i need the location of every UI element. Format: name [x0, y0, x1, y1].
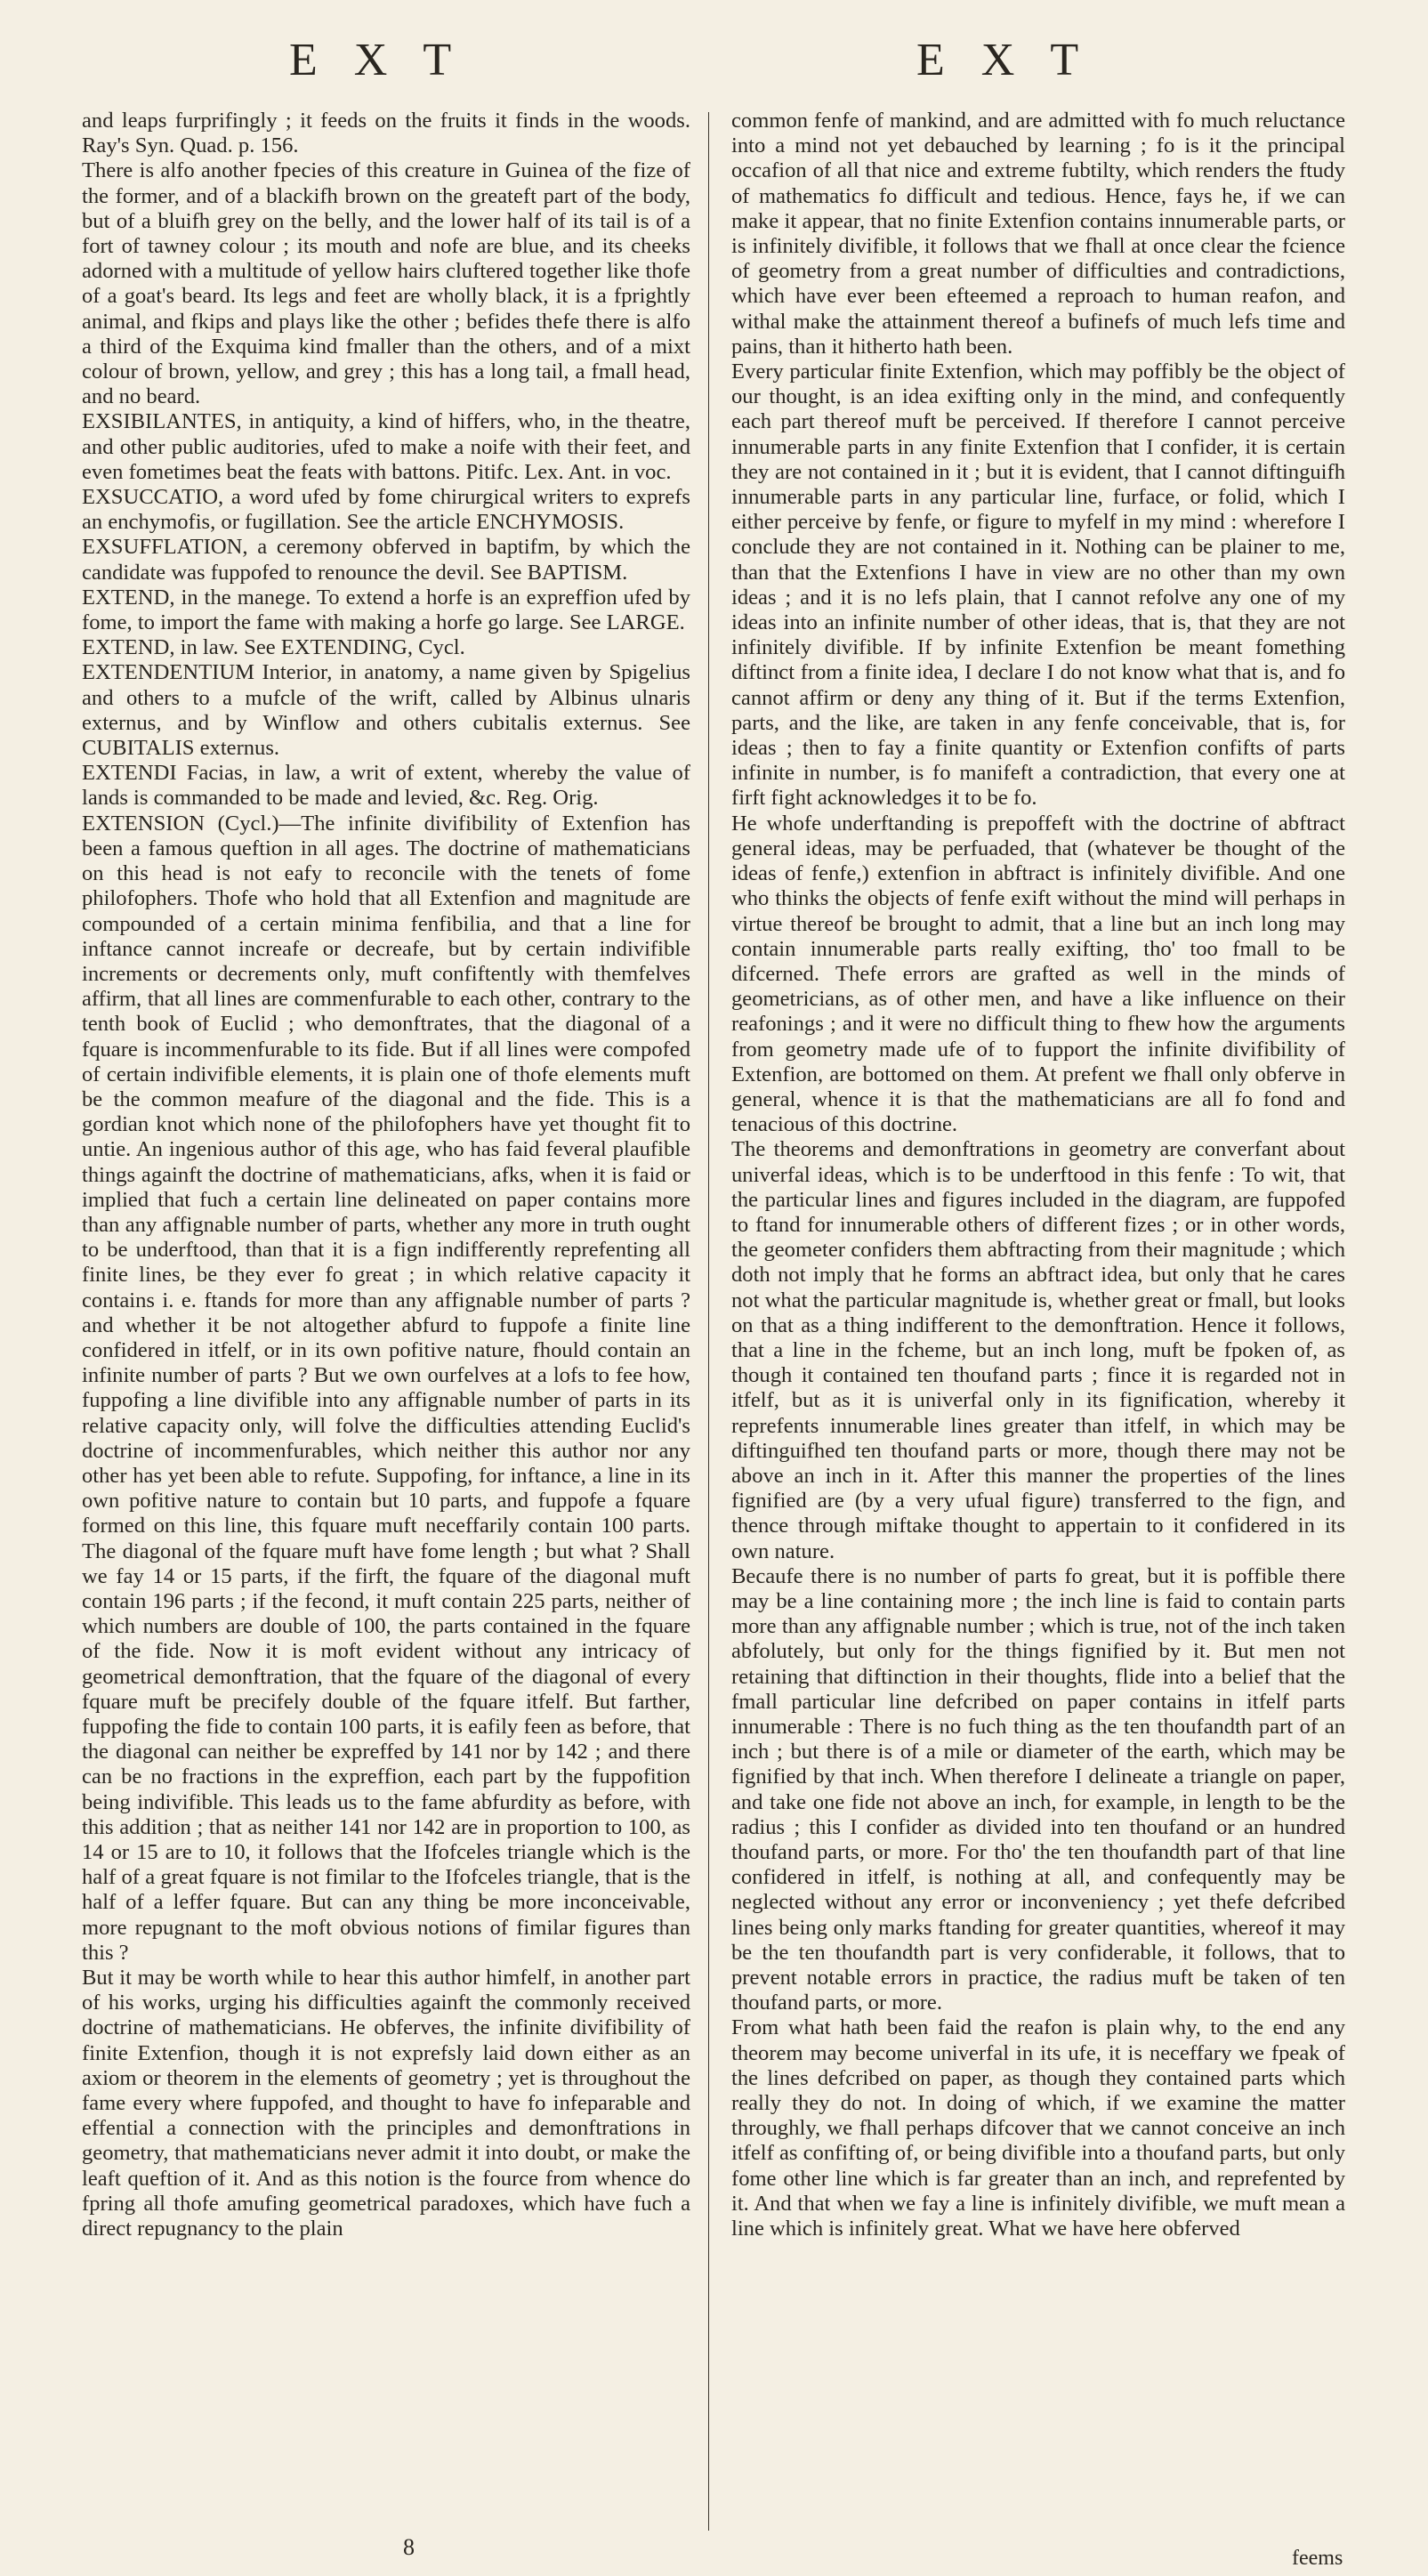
entry-extendentium: EXTENDENTIUM Interior, in anatomy, a name given by Spigelius and others to a mufcle of the wrift, called by Albinus ulnaris externus, and by Winflow and others cubitalis externus. See CUBITALIS externus.: [82, 660, 690, 761]
entry-extendi-facias: EXTENDI Facias, in law, a writ of extent, whereby the value of lands is commanded to be made and levied, &c. Reg. Orig.: [82, 761, 690, 811]
paragraph-because: Becaufe there is no number of parts fo great, but it is poffible there may be a line containing more ; the inch line is faid to contain parts more than any affignable number ; which is true, not of the inch taken abfolutely, but only for the things fignified by it. But men not retaining that diftinction in their thoughts, flide into a belief that the fmall particular line defcribed on paper contains in itfelf parts innumerable : There is no fuch thing as the ten thoufandth part of an inch ; but there is of a mile or diameter of the earth, which may be fignified by that inch. When therefore I delineate a triangle on paper, and take one fide not above an inch, for example, in length to be the radius ; this I confider as divided into ten thoufand or an hundred thoufand parts, or more. For tho' the ten thoufandth part of that line confidered in itfelf, is nothing at all, and confequently may be neglected without any error or inconveniency ; yet thefe defcribed lines being only marks ftanding for greater quantities, whereof it may be the ten thoufandth part is very confiderable, it follows, that to prevent notable errors in practice, the radius muft be taken of ten thoufand parts, or more.: [731, 1563, 1345, 2015]
entry-exsibilantes: EXSIBILANTES, in antiquity, a kind of hiffers, who, in the theatre, and other public auditories, ufed to make a noife with their feet, and even fometimes beat the feats with battons. Pitifc. Lex. Ant. in voc.: [82, 409, 690, 484]
paragraph-monkey-continued: and leaps furprifingly ; it feeds on the fruits it finds in the woods. Ray's Syn. Quad. p. 156.: [82, 109, 690, 158]
paragraph-extension-author: But it may be worth while to hear this author himfelf, in another part of his works, urging his difficulties againft the commonly received doctrine of mathematicians. He obferves, the infinite divifibility of finite Extenfion, though it is not exprefsly laid down either as an axiom or theorem in the elements of geometry ; yet is throughout the fame every where fuppofed, and thought to have fo infeparable and effential a connection with the principles and demonftrations in geometry, that mathematicians never admit it into doubt, or make the leaft queftion of it. And as this notion is the fource from whence do fpring all thofe amufing geometrical paradoxes, which have fuch a direct repugnancy to the plain: [82, 1966, 690, 2241]
running-head-left: E X T: [289, 35, 464, 85]
entry-extend-law: EXTEND, in law. See EXTENDING, Cycl.: [82, 635, 465, 660]
page-number: 8: [403, 2534, 415, 2560]
entry-exsufflation: EXSUFFLATION, a ceremony obferved in baptifm, by which the candidate was fuppofed to renounce the devil. See BAPTISM.: [82, 535, 690, 585]
entry-extend-manege: EXTEND, in the manege. To extend a horfe is an expreffion ufed by fome, to import the fame with making a horfe go large. See LARGE.: [82, 585, 690, 635]
paragraph-guinea-species: There is alfo another fpecies of this creature in Guinea of the fize of the former, and of a blackifh brown on the greateft part of the body, but of a bluifh grey on the belly, and the lower half of its tail is of a fort of tawney colour ; its mouth and nofe are blue, and its cheeks adorned with a multitude of yellow hairs cluftered together like thofe of a goat's beard. Its legs and feet are wholly black, it is a fprightly animal, and fkips and plays like the other ; befides thefe there is alfo a third of the Exquima kind fmaller than the others, and of a mixt colour of brown, yellow, and grey ; this has a long tail, a fmall head, and no beard.: [82, 158, 690, 409]
left-column: [82, 109, 690, 2241]
paragraph-theorems: The theorems and demonftrations in geometry are converfant about univerfal ideas, which is to be underftood in this fenfe : To wit, that the particular lines and figures included in the diagram, are fuppofed to ftand for innumerable others of different fizes ; or in other words, the geometer confiders them abftracting from their magnitude ; which doth not imply that he forms an abftract idea, but only that he cares not what the particular magnitude is, whether great or fmall, but looks on that as a thing indifferent to the demonftration. Hence it follows, that a line in the fcheme, but an inch long, muft be fpoken of, as though it contained ten thoufand parts ; fince it is regarded not in itfelf, but as it is univerfal only in its fignification, whereby it reprefents innumerable lines greater than itfelf, in which may be diftinguifhed ten thoufand parts or more, though there may not be above an inch in it. After this manner the properties of the lines fignified are (by a very ufual figure) transferred to the fign, and thence through miftake thought to appertain to it confidered in its own nature.: [731, 1137, 1345, 1563]
paragraph-abstract-ideas: He whofe underftanding is prepoffeft with the doctrine of abftract general ideas, may be perfuaded, that (whatever be thought of the ideas of fenfe,) extenfion in abftract is infinitely divifible. And one who thinks the objects of fenfe exift without the mind will perhaps in virtue thereof be brought to admit, that a line but an inch long may contain innumerable parts really exifting, tho' too fmall to be difcerned. Thefe errors are grafted as well in the minds of geometricians, as of other men, and have a like influence on their reafonings ; and it were no difficult thing to fhew how the arguments from geometry made ufe of to fupport the infinite divifibility of Extenfion, are bottomed on them. At prefent we fhall only obferve in general, whence it is that the mathematicians are all fo fond and tenacious of this doctrine.: [731, 811, 1345, 1137]
running-head-right: E X T: [916, 35, 1092, 85]
column-divider: [708, 112, 709, 2531]
paragraph-common-sense: common fenfe of mankind, and are admitted with fo much reluctance into a mind not yet debauched by learning ; fo is it the principal occafion of all that nice and extreme fubtilty, which renders the ftudy of mathematics fo difficult and tedious. Hence, fays he, if we can make it appear, that no finite Extenfion contains innumerable parts, or is infinitely divifible, it follows that we fhall at once clear the fcience of geometry from a great number of difficulties and contradictions, which have ever been efteemed a reproach to human reafon, and withal make the attainment thereof a bufinefs of much lefs time and pains, than it hitherto hath been.: [731, 109, 1345, 359]
entry-extension: EXTENSION (Cycl.)—The infinite divifibility of Extenfion has been a famous queftion in all ages. The doctrine of mathematicians on this head is not eafy to reconcile with the tenets of fome philofophers. Thofe who hold that all Extenfion and magnitude are compounded of a certain minima fenfibilia, and that a line for inftance cannot increafe or decreafe, but by certain indivifible increments or decrements only, muft confiftently with themfelves affirm, that all lines are commenfurable to each other, contrary to the tenth book of Euclid ; who demonftrates, that the diagonal of a fquare is incommenfurable to its fide. But if all lines were compofed of certain indivifible elements, it is plain one of thofe elements muft be the common meafure of the diagonal and the fide. This is a gordian knot which none of the philofophers have yet thought fit to untie. An ingenious author of this age, who has faid feveral plaufible things againft the doctrine of mathematicians, afks, when it is faid or implied that fuch a certain line delineated on paper contains more than any affignable number of parts, whether any more in truth ought to be underftood, than that it is a fign indifferently reprefenting all finite lines, be they ever fo great ; in which relative capacity it contains i. e. ftands for more than any affignable number of parts ? and whether it be not altogether abfurd to fuppofe a finite line confidered in itfelf, or in its own pofitive nature, fhould contain an infinite number of parts ? But we own ourfelves at a lofs to fee how, fuppofing a line divifible into any affignable number of parts in its relative capacity only, will folve the difficulties attending Euclid's doctrine of incommenfurables, which neither this author nor any other has yet been able to refute. Suppofing, for inftance, a line in its own pofitive nature to contain but 10 parts, and fuppofe a fquare formed on this line, this fquare muft neceffarily contain 100 parts. The diagonal of the fquare muft have fome length ; but what ? Shall we fay 14 or 15 parts, if the firft, the fquare of the diagonal muft contain 196 parts ; if the fecond, it muft contain 225 parts, neither of which numbers are double of 100, the parts contained in the fquare of the fide. Now it is moft evident without any intricacy of geometrical demonftration, that the fquare of the diagonal of every fquare muft be precifely double of the fquare itfelf. But farther, fuppofing the fide to contain 100 parts, it is eafily feen as before, that the diagonal can neither be expreffed by 141 nor by 142 ; and there can be no fractions in the expreffion, each part by the fuppofition being indivifible. This leads us to the fame abfurdity as before, with this addition ; that as neither 141 nor 142 are in proportion to 100, as 14 or 15 are to 10, it follows that the Ifofceles triangle which is the half of a great fquare is not fimilar to the Ifofceles triangle, that is the half of a leffer fquare. But can any thing be more inconceivable, more repugnant to the moft obvious notions of fimilar figures than this ?: [82, 811, 690, 1965]
paragraph-finite-extension: Every particular finite Extenfion, which may poffibly be the object of our thought, is an idea exifting only in the mind, and confequently each part thereof muft be perceived. If therefore I cannot perceive innumerable parts in any finite Extenfion that I confider, it is certain they are not contained in it ; but it is evident, that I cannot diftinguifh innumerable parts in any particular line, furface, or folid, which I either perceive by fenfe, or figure to myfelf in my mind : wherefore I conclude they are not contained in it. Nothing can be plainer to me, than that the Extenfions I have in view are no other than my own ideas ; and it is no lefs plain, that I cannot refolve any one of my ideas into an infinite number of other ideas, that is, that they are not infinitely divifible. If by infinite Extenfion be meant fomething diftinct from a finite idea, I declare I do not know what that is, and fo cannot affirm or deny any thing of it. But if the terms Extenfion, parts, and the like, are taken in any fenfe conceivable, that is, for ideas ; then to fay a finite quantity or Extenfion confifts of parts infinite in number, is fo manifeft a contradiction, that every one at firft fight acknowledges it to be fo.: [731, 359, 1345, 811]
catchword: feems: [1292, 2547, 1343, 2570]
entry-exsuccatio: EXSUCCATIO, a word ufed by fome chirurgical writers to exprefs an enchymofis, or fugillation. See the article ENCHYMOSIS.: [82, 485, 690, 535]
paragraph-from-what: From what hath been faid the reafon is plain why, to the end any theorem may become univerfal in its ufe, it is neceffary we fpeak of the lines defcribed on paper, as though they contained parts which really they do not. In doing of which, if we examine the matter throughly, we fhall perhaps difcover that we cannot conceive an inch itfelf as confifting of, or being divifible into a thoufand parts, but only fome other line which is far greater than an inch, and reprefented by it. And that when we fay a line is infinitely divifible, we muft mean a line which is infinitely great. What we have here obferved: [731, 2015, 1345, 2241]
right-column: [731, 109, 1345, 2241]
